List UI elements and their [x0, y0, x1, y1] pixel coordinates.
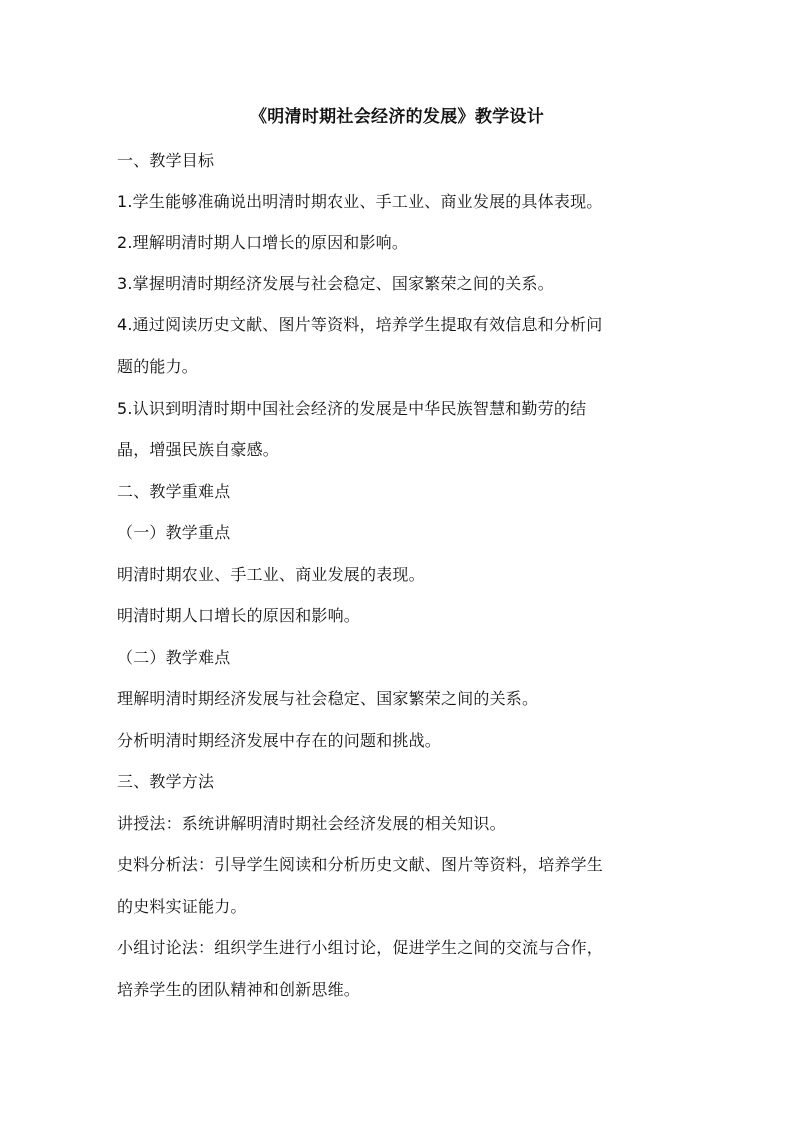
method-lecture: 讲授法：系统讲解明清时期社会经济发展的相关知识。 [117, 814, 506, 833]
objective-item-5-line-1: 5.认识到明清时期中国社会经济的发展是中华民族智慧和勤劳的结 [117, 399, 587, 418]
key-point-2: 明清时期人口增长的原因和影响。 [117, 606, 361, 625]
difficult-point-2: 分析明清时期经济发展中存在的问题和挑战。 [117, 731, 442, 750]
objective-item-1: 1.学生能够准确说出明清时期农业、手工业、商业发展的具体表现。 [117, 192, 603, 211]
subsection-heading-difficult-points: （二）教学难点 [117, 648, 231, 667]
key-point-1: 明清时期农业、手工业、商业发展的表现。 [117, 565, 425, 584]
method-source-analysis-line-2: 的史料实证能力。 [117, 897, 247, 916]
objective-item-2: 2.理解明清时期人口增长的原因和影响。 [117, 233, 409, 252]
section-heading-key-difficult-points: 二、教学重难点 [117, 482, 231, 501]
method-group-discussion-line-1: 小组讨论法：组织学生进行小组讨论，促进学生之间的交流与合作， [117, 938, 604, 957]
objective-item-4-line-1: 4.通过阅读历史文献、图片等资料，培养学生提取有效信息和分析问 [117, 315, 603, 334]
subsection-heading-key-points: （一）教学重点 [117, 523, 231, 542]
objective-item-4-line-2: 题的能力。 [117, 357, 199, 376]
section-heading-methods: 三、教学方法 [117, 772, 215, 791]
section-heading-objectives: 一、教学目标 [117, 151, 215, 170]
difficult-point-1: 理解明清时期经济发展与社会稳定、国家繁荣之间的关系。 [117, 689, 539, 708]
objective-item-3: 3.掌握明清时期经济发展与社会稳定、国家繁荣之间的关系。 [117, 274, 554, 293]
objective-item-5-line-2: 晶，增强民族自豪感。 [117, 440, 280, 459]
method-source-analysis-line-1: 史料分析法：引导学生阅读和分析历史文献、图片等资料，培养学生 [117, 855, 604, 874]
method-group-discussion-line-2: 培养学生的团队精神和创新思维。 [117, 980, 361, 999]
document-title: 《明清时期社会经济的发展》教学设计 [249, 107, 545, 127]
